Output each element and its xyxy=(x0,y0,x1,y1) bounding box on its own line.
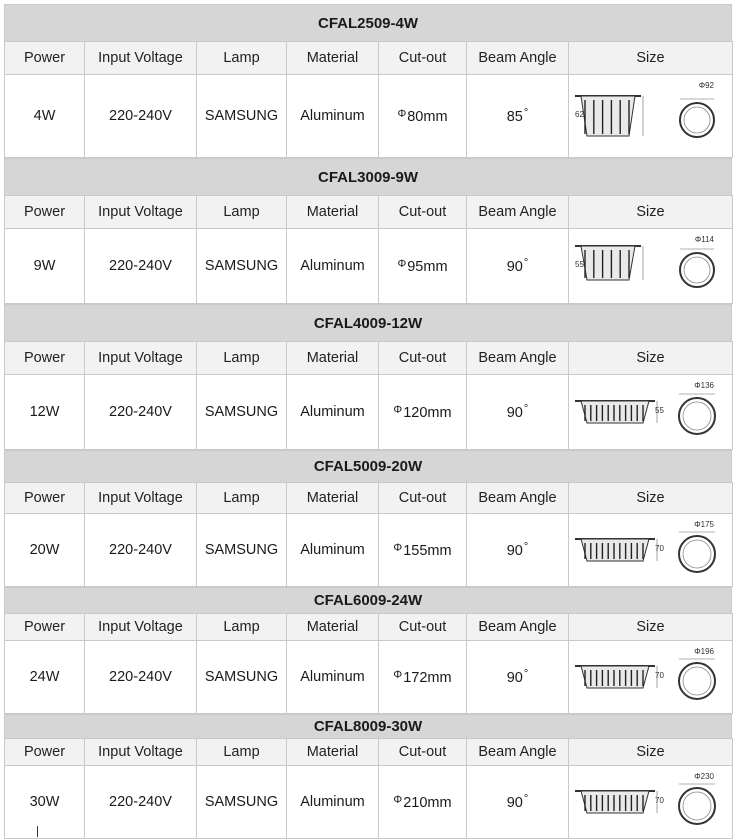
material-value: Aluminum xyxy=(287,75,379,158)
header-material: Material xyxy=(287,614,379,641)
spec-table xyxy=(4,738,733,839)
lamp-value: SAMSUNG xyxy=(197,514,287,587)
header-beam-angle: Beam Angle xyxy=(467,42,569,75)
header-power: Power xyxy=(5,614,85,641)
header-size: Size xyxy=(569,483,733,514)
lamp-value: SAMSUNG xyxy=(197,75,287,158)
header-power: Power xyxy=(5,483,85,514)
material-value: Aluminum xyxy=(287,766,379,839)
cutout-value xyxy=(379,641,467,714)
height-label: 62 xyxy=(575,110,584,119)
product-block xyxy=(4,714,732,839)
table-row xyxy=(5,766,733,839)
header-input-voltage: Input Voltage xyxy=(85,483,197,514)
front-view-drawing xyxy=(679,784,715,824)
product-block xyxy=(4,4,732,158)
voltage-value: 220-240V xyxy=(85,766,197,839)
header-row xyxy=(5,342,733,375)
header-beam-angle: Beam Angle xyxy=(467,614,569,641)
header-cutout: Cut-out xyxy=(379,196,467,229)
size-drawing xyxy=(569,375,733,450)
header-lamp: Lamp xyxy=(197,42,287,75)
phi-symbol: Φ xyxy=(393,541,403,554)
cutout-size: 210mm xyxy=(403,794,452,811)
header-size: Size xyxy=(569,196,733,229)
material-value: Aluminum xyxy=(287,514,379,587)
header-size: Size xyxy=(569,614,733,641)
degree-symbol: ° xyxy=(523,403,529,415)
header-cutout: Cut-out xyxy=(379,42,467,75)
phi-symbol: Φ xyxy=(393,403,403,416)
power-value: 12W xyxy=(5,375,85,450)
header-material: Material xyxy=(287,739,379,766)
side-view-drawing xyxy=(575,401,657,423)
front-view-drawing xyxy=(679,394,715,434)
header-beam-angle: Beam Angle xyxy=(467,196,569,229)
beam-angle-value xyxy=(467,75,569,158)
model-title: CFAL8009-30W xyxy=(4,714,732,738)
phi-symbol: Φ xyxy=(397,107,407,120)
table-row xyxy=(5,229,733,304)
diameter-label: Φ92 xyxy=(698,81,714,90)
cutout-size: 120mm xyxy=(403,404,452,421)
spec-table xyxy=(4,195,733,304)
beam-angle-value xyxy=(467,766,569,839)
beam-angle-number: 90 xyxy=(506,405,523,421)
header-row xyxy=(5,614,733,641)
beam-angle-number: 90 xyxy=(506,259,523,275)
spec-sheet xyxy=(4,4,732,839)
header-power: Power xyxy=(5,342,85,375)
table-row xyxy=(5,641,733,714)
cutout-value xyxy=(379,514,467,587)
degree-symbol: ° xyxy=(523,107,529,119)
header-input-voltage: Input Voltage xyxy=(85,42,197,75)
header-material: Material xyxy=(287,342,379,375)
lamp-value: SAMSUNG xyxy=(197,375,287,450)
header-cutout: Cut-out xyxy=(379,614,467,641)
phi-symbol: Φ xyxy=(393,793,403,806)
product-block xyxy=(4,304,732,450)
diameter-label: Φ196 xyxy=(694,647,714,656)
material-value: Aluminum xyxy=(287,375,379,450)
header-cutout: Cut-out xyxy=(379,739,467,766)
header-row xyxy=(5,739,733,766)
cutout-size: 172mm xyxy=(403,669,452,686)
header-row xyxy=(5,42,733,75)
material-value: Aluminum xyxy=(287,641,379,714)
header-row xyxy=(5,483,733,514)
header-input-voltage: Input Voltage xyxy=(85,196,197,229)
voltage-value: 220-240V xyxy=(85,514,197,587)
power-value: 4W xyxy=(5,75,85,158)
degree-symbol: ° xyxy=(523,541,529,553)
diameter-label: Φ175 xyxy=(694,520,714,529)
beam-angle-number: 90 xyxy=(506,670,523,686)
model-title: CFAL5009-20W xyxy=(4,450,732,482)
cutout-value xyxy=(379,75,467,158)
degree-symbol: ° xyxy=(523,257,529,269)
degree-symbol: ° xyxy=(523,668,529,680)
power-value: 30W xyxy=(5,766,85,839)
header-lamp: Lamp xyxy=(197,196,287,229)
cutout-size: 95mm xyxy=(407,258,448,275)
header-beam-angle: Beam Angle xyxy=(467,342,569,375)
header-row xyxy=(5,196,733,229)
header-power: Power xyxy=(5,739,85,766)
side-view-drawing xyxy=(575,791,657,813)
header-power: Power xyxy=(5,196,85,229)
phi-symbol: Φ xyxy=(397,257,407,270)
size-drawing xyxy=(569,641,733,714)
spec-table xyxy=(4,482,733,587)
beam-angle-number: 90 xyxy=(506,543,523,559)
cutout-size: 155mm xyxy=(403,542,452,559)
diameter-label: Φ136 xyxy=(694,381,714,390)
spec-table xyxy=(4,341,733,450)
beam-angle-value xyxy=(467,375,569,450)
spec-table xyxy=(4,41,733,158)
phi-symbol: Φ xyxy=(393,668,403,681)
height-label: 55 xyxy=(655,406,664,415)
table-row xyxy=(5,514,733,587)
header-cutout: Cut-out xyxy=(379,483,467,514)
height-label: 70 xyxy=(655,544,664,553)
degree-symbol: ° xyxy=(523,793,529,805)
header-beam-angle: Beam Angle xyxy=(467,483,569,514)
beam-angle-value xyxy=(467,641,569,714)
material-value: Aluminum xyxy=(287,229,379,304)
header-input-voltage: Input Voltage xyxy=(85,739,197,766)
lamp-value: SAMSUNG xyxy=(197,641,287,714)
product-block xyxy=(4,158,732,304)
header-material: Material xyxy=(287,483,379,514)
cutout-value xyxy=(379,766,467,839)
beam-angle-value xyxy=(467,514,569,587)
side-view-drawing xyxy=(575,666,657,688)
header-input-voltage: Input Voltage xyxy=(85,614,197,641)
beam-angle-number: 85 xyxy=(506,109,523,125)
model-title: CFAL3009-9W xyxy=(4,158,732,195)
cutout-value xyxy=(379,229,467,304)
header-lamp: Lamp xyxy=(197,614,287,641)
front-view-drawing xyxy=(680,249,714,287)
header-lamp: Lamp xyxy=(197,483,287,514)
cutout-value xyxy=(379,375,467,450)
height-label: 70 xyxy=(655,671,664,680)
size-drawing xyxy=(569,229,733,304)
product-block xyxy=(4,587,732,714)
header-material: Material xyxy=(287,42,379,75)
voltage-value: 220-240V xyxy=(85,375,197,450)
diameter-label: Φ230 xyxy=(694,772,714,781)
size-drawing xyxy=(569,766,733,839)
header-lamp: Lamp xyxy=(197,342,287,375)
header-input-voltage: Input Voltage xyxy=(85,342,197,375)
side-view-drawing xyxy=(575,96,643,136)
lamp-value: SAMSUNG xyxy=(197,766,287,839)
header-lamp: Lamp xyxy=(197,739,287,766)
front-view-drawing xyxy=(680,99,714,137)
header-material: Material xyxy=(287,196,379,229)
cutout-size: 80mm xyxy=(407,108,448,125)
header-size: Size xyxy=(569,739,733,766)
header-power: Power xyxy=(5,42,85,75)
lamp-value: SAMSUNG xyxy=(197,229,287,304)
voltage-value: 220-240V xyxy=(85,75,197,158)
beam-angle-value xyxy=(467,229,569,304)
side-view-drawing xyxy=(575,246,643,280)
spec-table xyxy=(4,613,733,714)
model-title: CFAL6009-24W xyxy=(4,587,732,613)
table-row xyxy=(5,75,733,158)
table-row xyxy=(5,375,733,450)
size-drawing xyxy=(569,75,733,158)
voltage-value: 220-240V xyxy=(85,641,197,714)
beam-angle-number: 90 xyxy=(506,795,523,811)
header-size: Size xyxy=(569,342,733,375)
side-view-drawing xyxy=(575,539,657,561)
header-size: Size xyxy=(569,42,733,75)
voltage-value: 220-240V xyxy=(85,229,197,304)
front-view-drawing xyxy=(679,532,715,572)
model-title: CFAL4009-12W xyxy=(4,304,732,341)
model-title: CFAL2509-4W xyxy=(4,4,732,41)
header-cutout: Cut-out xyxy=(379,342,467,375)
power-value: 20W xyxy=(5,514,85,587)
size-drawing xyxy=(569,514,733,587)
product-block xyxy=(4,450,732,587)
power-value: 9W xyxy=(5,229,85,304)
height-label: 55 xyxy=(575,260,584,269)
height-label: 70 xyxy=(655,796,664,805)
diameter-label: Φ114 xyxy=(694,235,714,244)
page-mark xyxy=(37,826,38,837)
front-view-drawing xyxy=(679,659,715,699)
power-value: 24W xyxy=(5,641,85,714)
header-beam-angle: Beam Angle xyxy=(467,739,569,766)
